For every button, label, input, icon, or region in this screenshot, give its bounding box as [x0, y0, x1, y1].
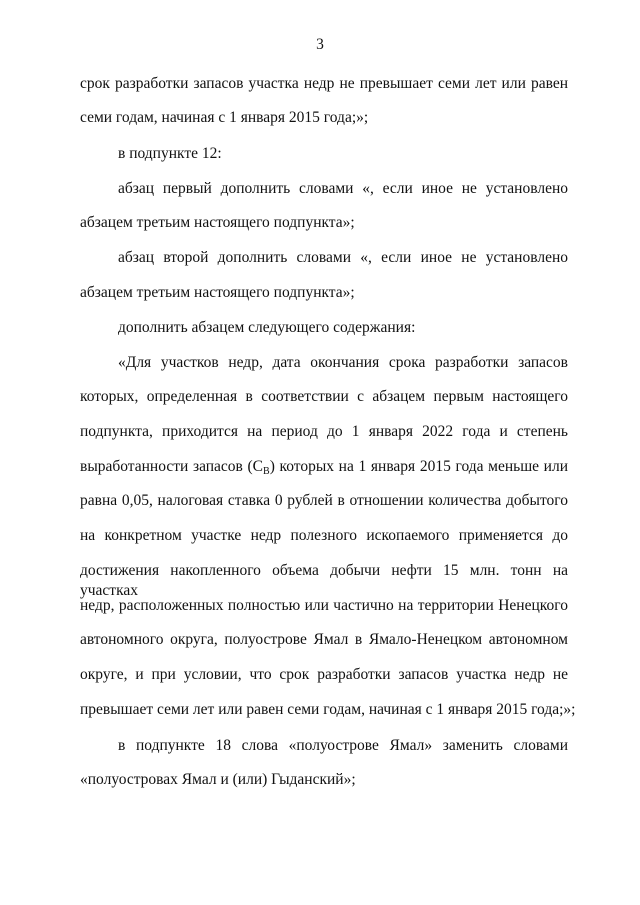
text-line: на конкретном участке недр полезного ископаемого применяется до: [80, 527, 568, 544]
text-line: достижения накопленного объема добычи нефти 15 млн. тонн на участках: [80, 562, 568, 599]
text-line: в подпункте 12:: [118, 145, 222, 162]
text-line: автономного округа, полуострове Ямал в Ямало-Ненецком автономном: [80, 631, 568, 648]
page-number: 3: [316, 36, 324, 53]
text-line: в подпункте 18 слова «полуострове Ямал» заменить словами: [118, 737, 568, 754]
text-line-with-subscript: [80, 457, 568, 482]
text-line: которых, определенная в соответствии с абзацем первым настоящего: [80, 388, 568, 405]
text-segment: выработанности запасов (С: [80, 458, 264, 475]
text-segment: ) которых на 1 января 2015 года меньше или: [269, 458, 569, 475]
text-line: равна 0,05, налоговая ставка 0 рублей в отношении количества добытого: [80, 492, 568, 509]
text-line: абзацем третьим настоящего подпункта»;: [80, 284, 355, 301]
text-line: абзац второй дополнить словами «, если иное не установлено: [118, 249, 568, 266]
text-line: «Для участков недр, дата окончания срока разработки запасов: [118, 354, 568, 371]
text-line: «полуостровах Ямал и (или) Гыданский»;: [80, 771, 356, 788]
text-line: недр, расположенных полностью или частично на территории Ненецкого: [80, 597, 568, 614]
text-line: подпункта, приходится на период до 1 января 2022 года и степень: [80, 423, 568, 440]
text-line: превышает семи лет или равен семи годам, начиная с 1 января 2015 года;»;: [80, 701, 576, 718]
text-line: дополнить абзацем следующего содержания:: [118, 319, 416, 336]
text-line: абзацем третьим настоящего подпункта»;: [80, 214, 355, 231]
text-line: срок разработки запасов участка недр не превышает семи лет или равен: [80, 75, 568, 92]
text-line: округе, и при условии, что срок разработки запасов участка недр не: [80, 666, 568, 683]
text-line: семи годам, начиная с 1 января 2015 года;»;: [80, 109, 369, 126]
text-line: абзац первый дополнить словами «, если иное не установлено: [118, 180, 568, 197]
subscript-b: В: [263, 466, 270, 477]
